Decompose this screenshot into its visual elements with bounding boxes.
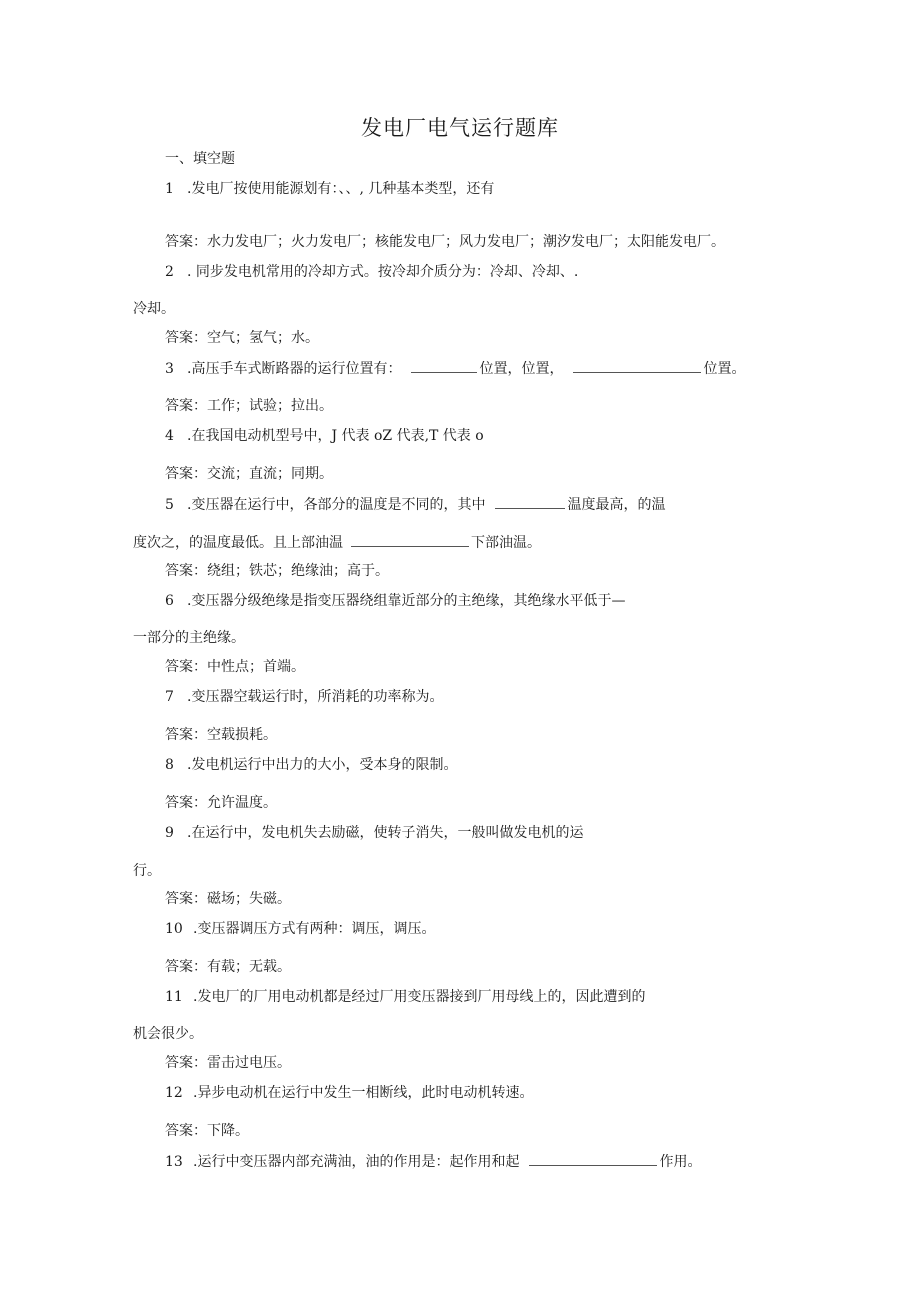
answer-10: 答案：有载；无载。	[165, 959, 291, 975]
question-2	[165, 262, 578, 282]
answer-4: 答案：交流；直流；同期。	[165, 466, 333, 482]
answer-12: 答案：下降。	[165, 1123, 249, 1139]
question-3	[165, 358, 745, 379]
answer-2: 答案：空气；氢气；水。	[165, 330, 319, 346]
question-10	[165, 919, 435, 939]
question-12	[165, 1083, 533, 1103]
question-13	[165, 1151, 701, 1172]
answer-3: 答案：工作；试验；拉出。	[165, 398, 333, 414]
question-text: .在我国电动机型号中，J 代表 oZ 代表,T 代表 o	[187, 428, 484, 444]
question-number: 11	[165, 989, 183, 1005]
question-6-continuation: 一部分的主绝缘。	[133, 630, 245, 646]
answer-11: 答案：雷击过电压。	[165, 1055, 291, 1071]
question-4	[165, 426, 484, 446]
question-11	[165, 987, 645, 1007]
question-text: .变压器在运行中，各部分的温度是不同的，其中	[187, 497, 486, 513]
question-9	[165, 823, 583, 843]
document-title: 发电厂电气运行题库	[361, 116, 559, 140]
answer-blank	[573, 358, 701, 373]
question-number: 12	[165, 1085, 183, 1101]
question-text: .发电机运行中出力的大小，受本身的限制。	[187, 757, 458, 773]
question-number: 5	[165, 497, 174, 513]
question-text: 温度最高，的温	[567, 497, 666, 513]
question-number: 2	[165, 264, 174, 280]
question-1	[165, 179, 494, 199]
question-number: 1	[165, 181, 174, 197]
question-number: 6	[165, 593, 174, 609]
question-text: .变压器空载运行时，所消耗的功率称为。	[187, 689, 444, 705]
answer-blank	[411, 358, 477, 373]
question-text: .在运行中，发电机失去励磁，使转子消失，一般叫做发电机的运	[187, 825, 584, 841]
question-text: .变压器分级绝缘是指变压器绕组靠近部分的主绝缘，其绝缘水平低于—	[187, 593, 626, 609]
question-number: 3	[165, 361, 174, 377]
answer-9: 答案：磁场；失磁。	[165, 891, 291, 907]
answer-5: 答案：绕组；铁芯；绝缘油；高于。	[165, 563, 389, 579]
question-text: .异步电动机在运行中发生一相断线，此时电动机转速。	[193, 1085, 534, 1101]
question-text: . 同步发电机常用的冷却方式。按冷却介质分为：冷却、冷却、.	[187, 264, 579, 280]
question-text: 位置。	[703, 361, 746, 377]
answer-blank	[495, 494, 565, 509]
question-text: 位置，位置，	[479, 361, 564, 377]
question-number: 10	[165, 921, 183, 937]
section-heading: 一、填空题	[165, 151, 235, 167]
question-text: .发电厂的厂用电动机都是经过厂用变压器接到厂用母线上的，因此遭到的	[193, 989, 646, 1005]
question-number: 4	[165, 428, 174, 444]
question-text: 下部油温。	[471, 535, 541, 551]
question-5	[165, 494, 665, 515]
question-number: 13	[165, 1154, 183, 1170]
answer-7: 答案：空载损耗。	[165, 727, 277, 743]
question-11-continuation: 机会很少。	[133, 1026, 203, 1042]
question-number: 8	[165, 757, 174, 773]
question-7	[165, 687, 443, 707]
answer-6: 答案：中性点；首端。	[165, 659, 305, 675]
question-text: .高压手车式断路器的运行位置有：	[187, 361, 402, 377]
question-9-continuation: 行。	[133, 863, 161, 879]
question-text: .运行中变压器内部充满油，油的作用是：起作用和起	[193, 1154, 520, 1170]
answer-blank	[351, 532, 469, 547]
answer-8: 答案：允许温度。	[165, 795, 277, 811]
question-2-continuation: 冷却。	[133, 301, 175, 317]
question-text: .发电厂按使用能源划有：、、, 几种基本类型，还有	[187, 181, 495, 197]
answer-blank	[529, 1151, 657, 1166]
question-6	[165, 591, 625, 611]
question-5-continuation	[133, 532, 541, 553]
question-8	[165, 755, 457, 775]
question-text: 度次之，的温度最低。且上部油温	[133, 535, 343, 551]
question-text: 作用。	[659, 1154, 702, 1170]
question-number: 9	[165, 825, 174, 841]
answer-1: 答案：水力发电厂；火力发电厂；核能发电厂；风力发电厂；潮汐发电厂；太阳能发电厂。	[165, 234, 725, 250]
question-text: .变压器调压方式有两种：调压，调压。	[193, 921, 436, 937]
question-number: 7	[165, 689, 174, 705]
